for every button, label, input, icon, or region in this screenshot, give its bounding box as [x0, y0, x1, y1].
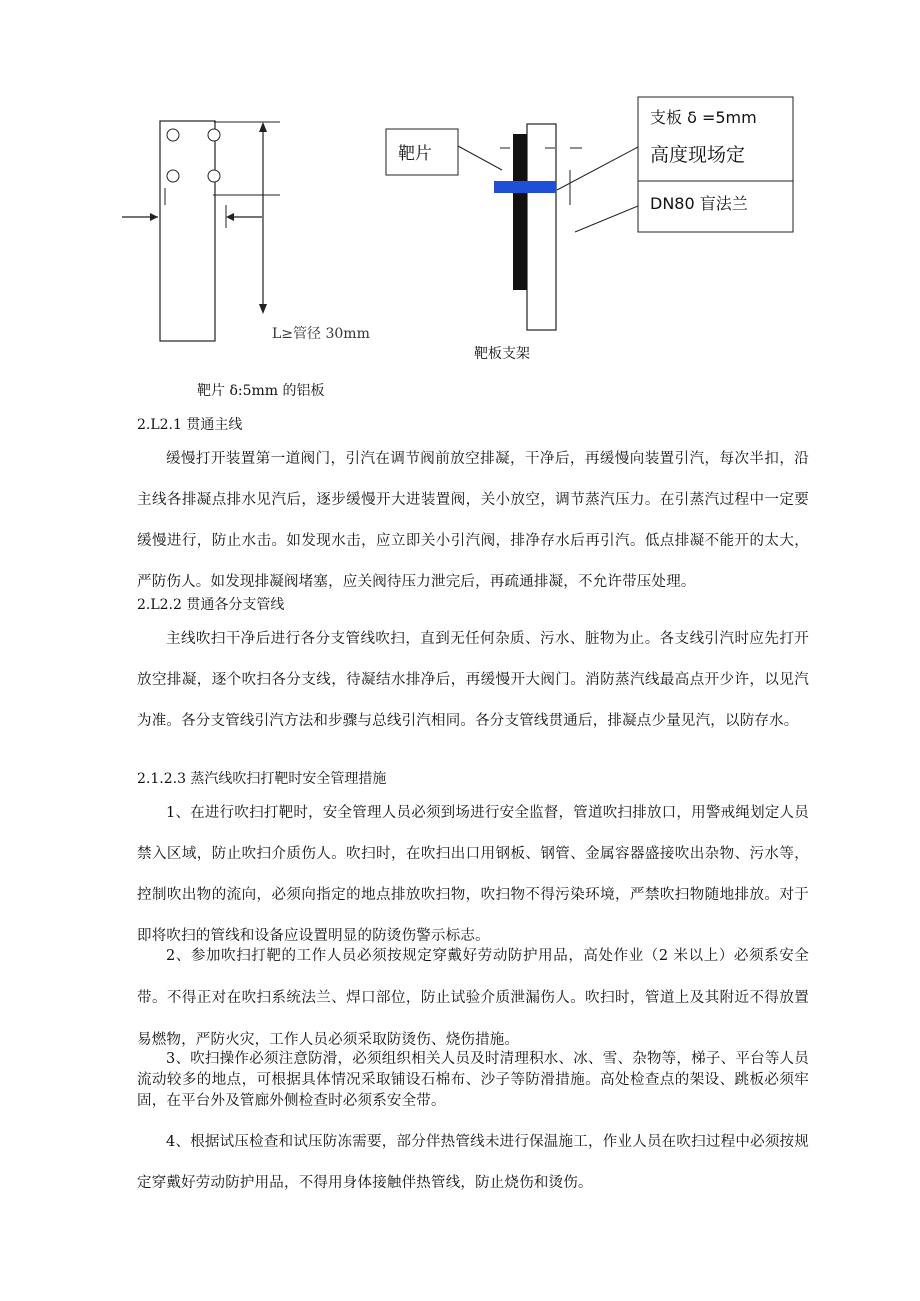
paragraph-branch-lines: 主线吹扫干净后进行各分支管线吹扫，直到无任何杂质、污水、脏物为止。各支线引汽时应先打开放空排凝，逐个吹扫各分支线，待凝结水排净后，再缓慢开大阀门。消防蒸汽线最高点开少许，以见汽为准。各分支管线引汽方法和步骤与总线引汽相同。各分支管线贯通后，排凝点少量见汽，以防存水。	[137, 631, 809, 729]
length-label: L≥管径 30mm	[272, 326, 370, 342]
paragraph-main-line: 缓慢打开装置第一道阀门，引汽在调节阀前放空排凝，干净后，再缓慢向装置引汽，每次半扣，沿主线各排凝点排水见汽后，逐步缓慢开大进装置阀，关小放空，调节蒸汽压力。在引蒸汽过程中一定要缓慢进行，防止水击。如发现水击，应立即关小引汽阀，排净存水后再引汽。低点排凝不能开的太大，严防伤人。如发现排凝阀堵塞，应关阀待压力泄完后，再疏通排凝，不允许带压处理。	[137, 451, 809, 590]
section-heading-main-line: 2.L2.1 贯通主线	[137, 417, 243, 433]
safety-item-4: 4、根据试压检查和试压防冻需要，部分伴热管线未进行保温施工，作业人员在吹扫过程中必须按规定穿戴好劳动防护用品，不得用身体接触伴热管线，防止烧伤和烫伤。	[137, 1134, 809, 1191]
safety-item-3: 3、吹扫操作必须注意防滑，必须组织相关人员及时清理积水、冰、雪、杂物等，梯子、平台等人员流动较多的地点，可根据具体情况采取铺设石棉布、沙子等防滑措施。高处检查点的架设、跳板必须牢固，在平台外及管廊外侧检查时必须系安全带。	[137, 1051, 809, 1109]
flange-label: DN80 盲法兰	[650, 194, 748, 213]
plate-thickness-label: 支板 δ =5mm	[650, 108, 757, 127]
target-bracket-drawing	[386, 97, 793, 330]
section-heading-safety: 2.1.2.3 蒸汽线吹扫打靶时安全管理措施	[137, 771, 387, 787]
figure-caption-bracket: 靶板支架	[474, 346, 530, 362]
target-piece-label: 靶片	[398, 144, 432, 164]
safety-item-2: 2、参加吹扫打靶的工作人员必须按规定穿戴好劳动防护用品，高处作业（2 米以上）必须系安全带。不得正对在吹扫系统法兰、焊口部位，防止试验介质泄漏伤人。吹扫时，管道上及其附近不得放置易燃物，严防火灾，工作人员必须采取防烫伤、烧伤措施。	[137, 948, 809, 1048]
target-plate-drawing	[122, 121, 280, 341]
figure-caption-target: 靶片 δ:5mm 的铝板	[197, 383, 325, 399]
section-heading-branch-lines: 2.L2.2 贯通各分支管线	[137, 597, 285, 613]
height-label: 高度现场定	[650, 144, 746, 166]
safety-item-1: 1、在进行吹扫打靶时，安全管理人员必须到场进行安全监督，管道吹扫排放口，用警戒绳划定人员禁入区域，防止吹扫介质伤人。吹扫时，在吹扫出口用钢板、钢管、金属容器盛接吹出杂物、污水等，控制吹出物的流向，必须向指定的地点排放吹扫物，吹扫物不得污染环境，严禁吹扫物随地排放。对于即将吹扫的管线和设备应设置明显的防烫伤警示标志。	[137, 805, 809, 944]
target-plate-diagram	[0, 0, 920, 400]
